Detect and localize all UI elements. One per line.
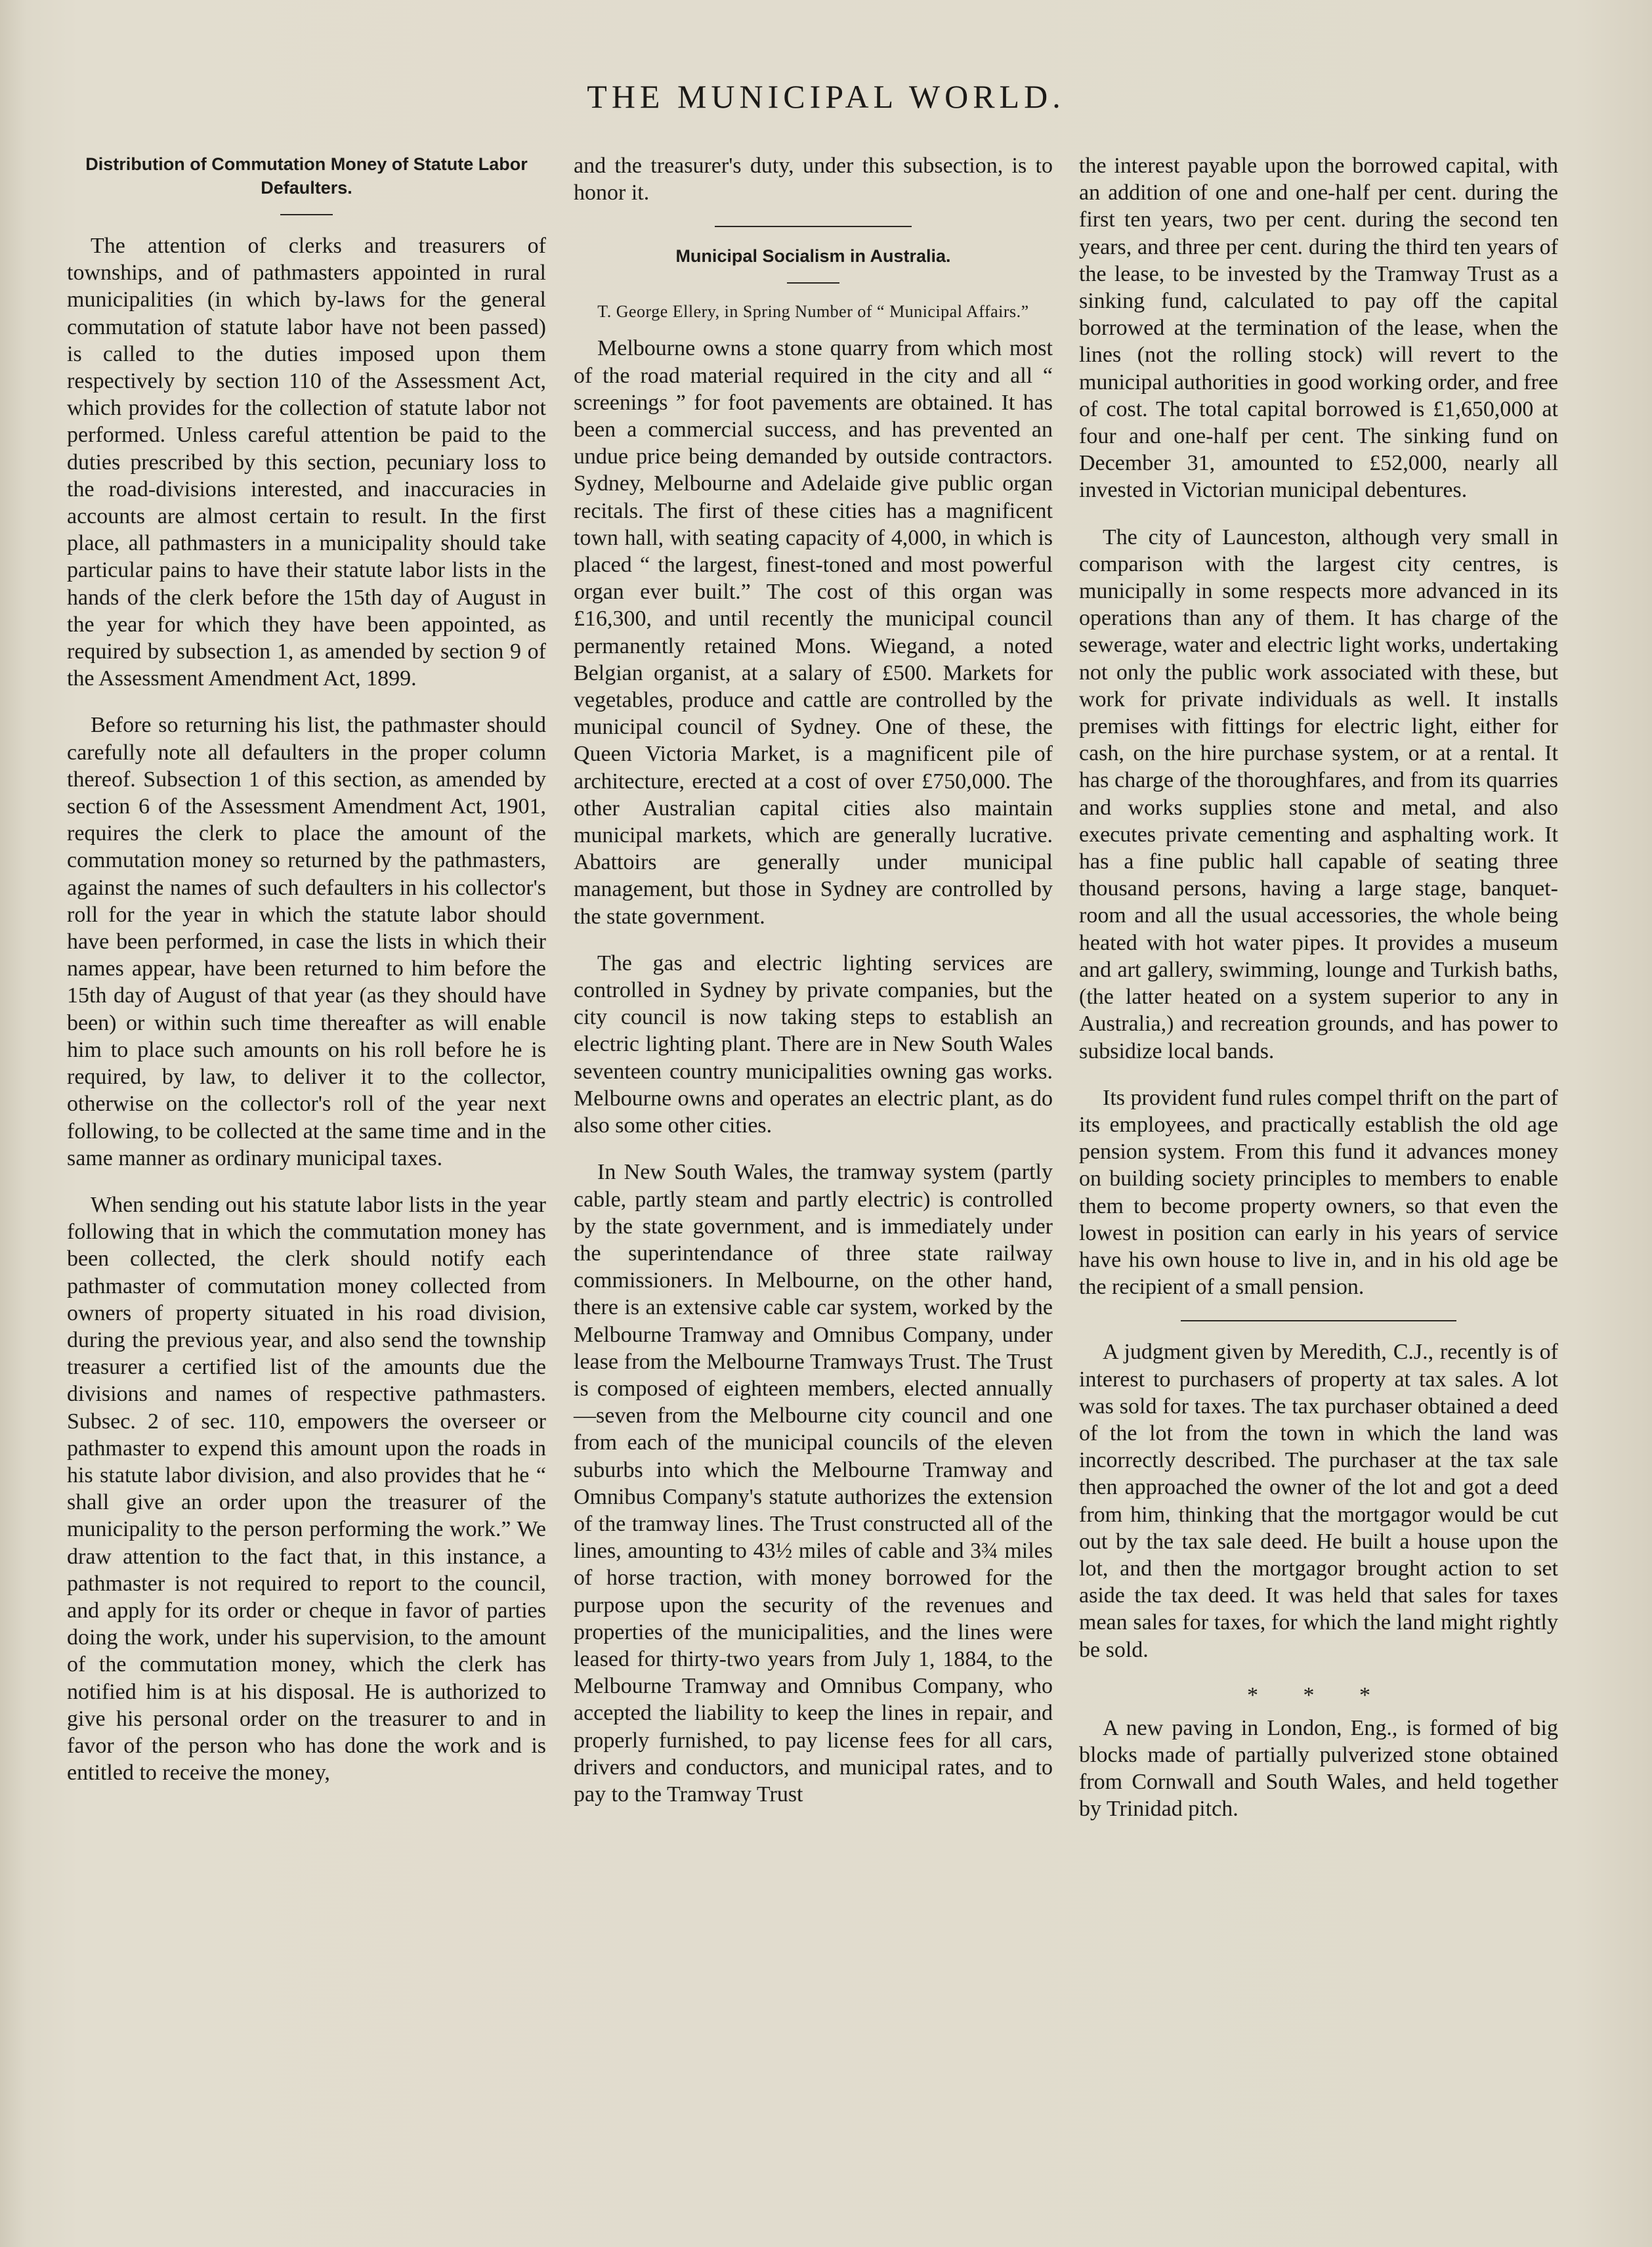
paragraph: Its provident fund rules compel thrift on the part of its employees, and practically establish the old age pension system. From this fund it advances money on building society principles to members to enable them to become property owners, so that even the lowest in position can early in his years of service have his own house to live in, and in his old age be the recipient of a small pension. xyxy=(1079,1085,1558,1300)
divider-rule xyxy=(715,226,912,227)
article-headline-socialism: Municipal Socialism in Australia. xyxy=(675,246,951,267)
divider-rule xyxy=(1181,1320,1456,1321)
masthead-title: THE MUNICIPAL WORLD. xyxy=(587,78,1065,115)
divider-rule xyxy=(787,282,839,284)
article-byline: T. George Ellery, in Spring Number of “ Municipal Affairs.” xyxy=(597,302,1029,322)
column-1 xyxy=(67,152,546,1786)
paragraph: Melbourne owns a stone quarry from which most of the road material required in the city and all “ screenings ” for foot pavements are obtained. It has been a commercial success, and has prevented an undue price being demanded by outside contractors. Sydney, Melbourne and Adelaide give public organ recitals. The first of these cities has a magnificent town hall, with seating capacity of 4,000, in which is placed “ the largest, finest-toned and most powerful organ ever built.” The cost of this organ was £16,300, and until recently the municipal council permanently retained Mons. Wiegand, a noted Belgian organist, at a salary of £500. Markets for vegetables, produce and cattle are controlled by the municipal council of Sydney. One of these, the Queen Victoria Market, is a magnificent pile of architecture, erected at a cost of over £750,000. The other Australian capital cities also maintain municipal markets, which are generally lucrative. Abattoirs are generally under municipal management, but those in Sydney are controlled by the state government. xyxy=(574,336,1053,929)
paragraph: The attention of clerks and treasurers of townships, and of pathmasters appointed in rural municipalities (in which by-laws for the general commutation of statute labor have not been passed) is called to the duties imposed upon them respectively by section 110 of the Assessment Act, which provides for the collection of statute labor not performed. Unless careful attention be paid to the duties prescribed by this section, pecuniary loss to the road-divisions interested, and inaccuracies in accounts are almost certain to result. In the first place, all pathmasters in a municipality should take particular pains to have their statute labor lists in the hands of the clerk before the 15th day of August in the year for which they have been appointed, as required by subsection 1, as amended by section 9 of the Assessment Amendment Act, 1899. xyxy=(67,234,546,691)
paragraph-paving: A new paving in London, Eng., is formed of big blocks made of partially pulverized stone obtained from Cornwall and South Wales, and held together by Trinidad pitch. xyxy=(1079,1715,1558,1822)
column-2 xyxy=(574,152,1053,1808)
section-stars: * * * xyxy=(1247,1682,1390,1707)
paragraph: Before so returning his list, the pathmaster should carefully note all defaulters in the proper column thereof. Subsection 1 of this section, as amended by section 6 of the Assessment Amendment Act, 1901, requires the clerk to place the amount of the commutation money so returned by the pathmasters, against the names of such defaulters in his collector's roll for the year in which the statute labor should have been performed, in case the lists in which their names appear, have been returned to him before the 15th day of August of that year (as they should have been) or within such time thereafter as will enable him to place such amounts on his roll before he is required, by law, to deliver it to the collector, otherwise on the collector's roll of the year next following, to be collected at the same time and in the same manner as ordinary municipal taxes. xyxy=(67,713,546,1170)
paragraph: In New South Wales, the tramway system (partly cable, partly steam and partly electric) is controlled by the state government, and is immediately under the superintendance of three state railway commissioners. In Melbourne, on the other hand, there is an extensive cable car system, worked by the Melbourne Tramway and Omnibus Company, under lease from the Melbourne Tramways Trust. The Trust is composed of eighteen members, elected annually—seven from the Melbourne city council and one from each of the municipal councils of the eleven suburbs into which the Melbourne Tramway and Omnibus Company's statute authorizes the extension of the tramway lines. The Trust constructed all of the lines, amounting to 43½ miles of cable and 3¾ miles of horse traction, with money borrowed for the purpose upon the security of the revenues and properties of the municipalities, and the lines were leased for thirty-two years from July 1, 1884, to the Melbourne Tramway and Omnibus Company, who accepted the liability to keep the lines in repair, and properly furnished, to pay license fees for all cars, drivers and conductors, and municipal rates, and to pay to the Tramway Trust xyxy=(574,1160,1053,1807)
paragraph: When sending out his statute labor lists in the year following that in which the commutation money has been collected, the clerk should notify each pathmaster of commutation money collected from owners of property situated in his road division, during the previous year, and also send the township treasurer a certified list of the amounts due the divisions and names of respective pathmasters. Subsec. 2 of sec. 110, empowers the overseer or pathmaster to expend this amount upon the roads in his statute labor division, and also provides that he “ shall give an order upon the treasurer of the municipality to the person performing the work.” We draw attention to the fact that, in this instance, a pathmaster is not required to report to the council, and apply for its order or cheque in favor of parties doing the work, under his supervision, to the amount of the commutation money, which the clerk has notified him is at his disposal. He is authorized to give his personal order on the treasurer to and in favor of the person who has done the work and is entitled to receive the money, xyxy=(67,1192,546,1786)
column-3 xyxy=(1079,152,1558,1823)
paragraph-tax-sale: A judgment given by Meredith, C.J., recently is of interest to purchasers of property at tax sales. A lot was sold for taxes. The tax purchaser obtained a deed of the lot from the town in which the land was incorrectly described. The purchaser at the tax sale then approached the owner of the lot and got a deed from him, thinking that the mortgagor would be cut out by the tax sale deed. He built a house upon the lot, and then the mortgagor brought action to set aside the tax deed. It was held that sales for taxes mean sales for taxes, for which the land might rightly be sold. xyxy=(1079,1340,1558,1662)
paragraph-continued: the interest payable upon the borrowed capital, with an addition of one and one-half per cent. during the first ten years, two per cent. during the second ten years, and three per cent. during the third ten years of the lease, to be invested by the Tramway Trust as a sinking fund, calculated to pay off the capital borrowed at the termination of the lease, when the lines (not the rolling stock) will revert to the municipal authorities in good working order, and free of cost. The total capital borrowed is £1,650,000 at four and one-half per cent. The sinking fund on December 31, amounted to £52,000, nearly all invested in Victorian municipal debentures. xyxy=(1079,154,1558,503)
paragraph-continued: and the treasurer's duty, under this subsection, is to honor it. xyxy=(574,154,1053,205)
paragraph: The gas and electric lighting services are controlled in Sydney by private companies, but the city council is now taking steps to establish an electric lighting plant. There are in New South Wales seventeen country municipalities owning gas works. Melbourne owns and operates an electric plant, as do also some other cities. xyxy=(574,951,1053,1138)
paragraph: The city of Launceston, although very small in comparison with the largest city centres, is municipally in some respects more advanced in its operations than any of them. It has charge of the sewerage, water and electric light works, undertaking not only the public work associated with these, but work for private individuals as well. It installs premises with fittings for electric light, either for cash, on the hire purchase system, or at a rental. It has charge of the thoroughfares, and from its quarries and works supplies stone and metal, and also executes private cementing and asphalting work. It has a fine public hall capable of seating three thousand persons, having a large stage, banquet-room and all the usual accessories, the whole being heated with hot water pipes. It provides a museum and art gallery, swimming, lounge and Turkish baths, (the latter heated on a system superior to any in Australia,) and recreation grounds, and has power to subsidize local bands. xyxy=(1079,524,1558,1063)
article-headline-commutation: Distribution of Commutation Money of Statute Labor Defaulters. xyxy=(85,154,528,198)
divider-rule xyxy=(280,214,333,215)
